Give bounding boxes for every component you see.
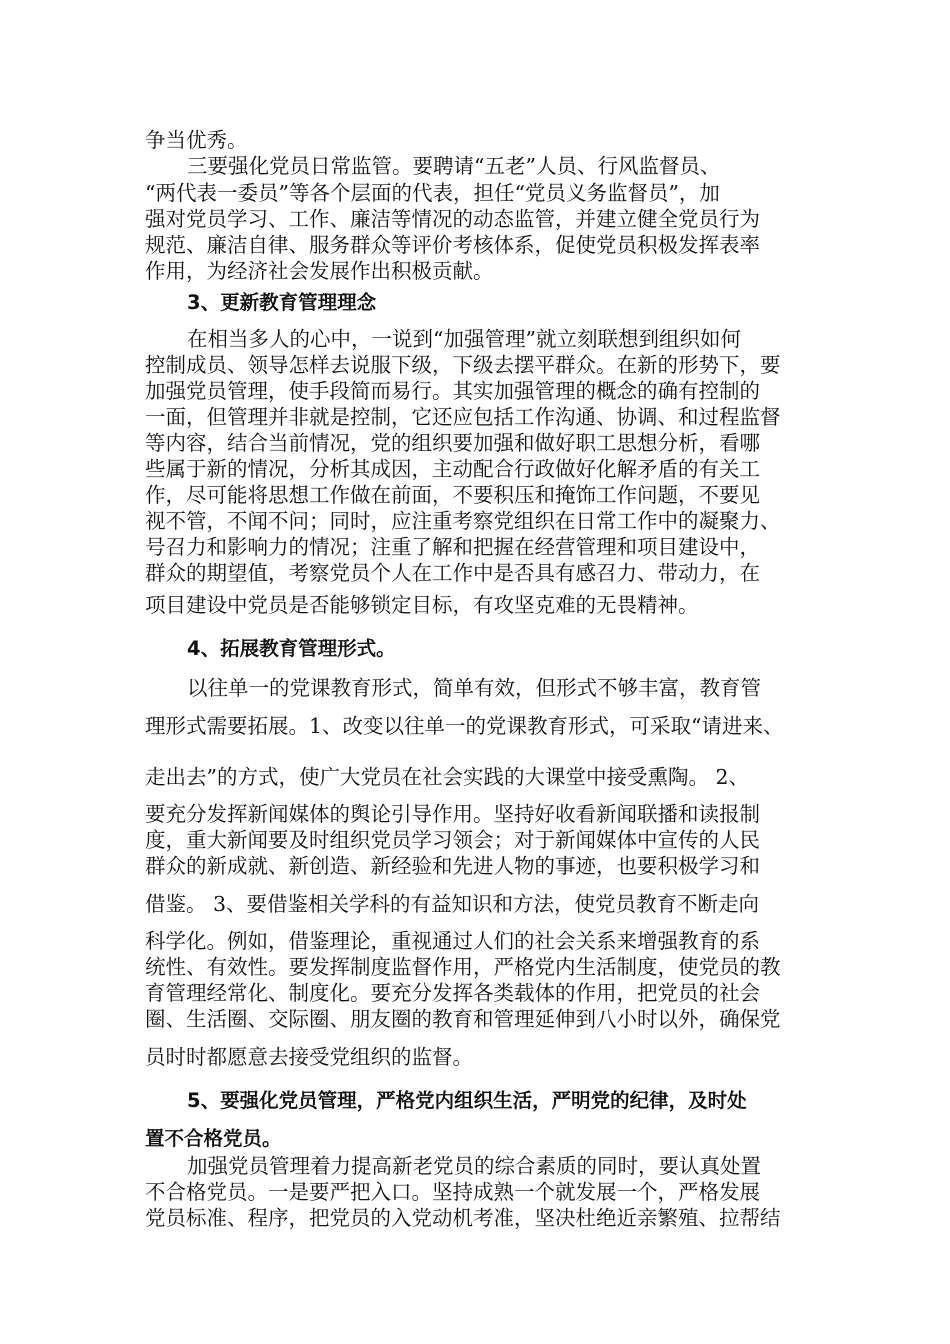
paragraph-start: 三要强化党员日常监管。要聘请“五老”人员、行风监督员、 bbox=[187, 154, 721, 178]
section-heading-5: 5、要强化党员管理，严格党内组织生活，严明党的纪律，及时处 bbox=[187, 1089, 747, 1112]
text-line: 走出去”的方式，使广大党员在社会实践的大课堂中接受熏陶。 2、 bbox=[145, 765, 750, 789]
text-line: 员时时都愿意去接受党组织的监督。 bbox=[145, 1045, 473, 1069]
section-heading-3: 3、更新教育管理理念 bbox=[187, 291, 377, 314]
text-line: 些属于新的情况，分析其成因，主动配合行政做好化解矛盾的有关工 bbox=[145, 457, 760, 481]
text-line: 要充分发挥新闻媒体的舆论引导作用。坚持好收看新闻联播和读报制 bbox=[145, 802, 760, 826]
text-line: 理形式需要拓展。1、改变以往单一的党课教育形式，可采取“请进来、 bbox=[145, 714, 784, 738]
text-line: 科学化。例如，借鉴理论，重视通过人们的社会关系来增强教育的系 bbox=[145, 929, 760, 953]
text-line: 借鉴。 3、要借鉴相关学科的有益知识和方法，使党员教育不断走向 bbox=[145, 892, 760, 916]
text-line: 规范、廉洁自律、服务群众等评价考核体系，促使党员积极发挥表率 bbox=[145, 233, 760, 257]
paragraph-start: 加强党员管理着力提高新老党员的综合素质的同时，要认真处置 bbox=[187, 1154, 761, 1178]
text-line: 育管理经常化、制度化。要充分发挥各类载体的作用，把党员的社会 bbox=[145, 981, 760, 1005]
text-line: 项目建设中党员是否能够锁定目标，有攻坚克难的无畏精神。 bbox=[145, 593, 699, 617]
text-line: 作，尽可能将思想工作做在前面，不要积压和掩饰工作问题，不要见 bbox=[145, 483, 760, 507]
text-line: 统性、有效性。要发挥制度监督作用，严格党内生活制度，使党员的教 bbox=[145, 955, 781, 979]
paragraph-start: 以往单一的党课教育形式，简单有效，但形式不够丰富，教育管 bbox=[187, 676, 761, 700]
text-line: 等内容，结合当前情况，党的组织要加强和做好职工思想分析，看哪 bbox=[145, 431, 760, 455]
text-line: 群众的期望值，考察党员个人在工作中是否具有感召力、带动力，在 bbox=[145, 561, 760, 585]
text-line: 一面，但管理并非就是控制，它还应包括工作沟通、协调、和过程监督 bbox=[145, 405, 781, 429]
section-heading-5-cont: 置不合格党员。 bbox=[145, 1127, 282, 1150]
text-line: 群众的新成就、新创造、新经验和先进人物的事迹，也要积极学习和 bbox=[145, 854, 760, 878]
text-line: 视不管，不闻不问；同时，应注重考察党组织在日常工作中的凝聚力、 bbox=[145, 509, 781, 533]
text-line: “两代表一委员”等各个层面的代表，担任“党员义务监督员”，加 bbox=[145, 181, 720, 205]
text-line: 强对党员学习、工作、廉洁等情况的动态监管，并建立健全党员行为 bbox=[145, 207, 760, 231]
text-line: 党员标准、程序，把党员的入党动机考准，坚决杜绝近亲繁殖、拉帮结 bbox=[145, 1206, 781, 1230]
text-line: 加强党员管理，使手段简而易行。其实加强管理的概念的确有控制的 bbox=[145, 379, 760, 403]
text-line: 号召力和影响力的情况；注重了解和把握在经营管理和项目建设中， bbox=[145, 535, 760, 559]
text-line: 圈、生活圈、交际圈、朋友圈的教育和管理延伸到八小时以外，确保党 bbox=[145, 1007, 781, 1031]
section-heading-4: 4、拓展教育管理形式。 bbox=[187, 637, 396, 660]
text-line: 不合格党员。一是要严把入口。坚持成熟一个就发展一个，严格发展 bbox=[145, 1180, 760, 1204]
text-line: 争当优秀。 bbox=[145, 128, 248, 152]
text-line: 控制成员、领导怎样去说服下级，下级去摆平群众。在新的形势下，要 bbox=[145, 353, 781, 377]
text-line: 作用，为经济社会发展作出积极贡献。 bbox=[145, 259, 494, 283]
text-line: 度，重大新闻要及时组织党员学习领会；对于新闻媒体中宣传的人民 bbox=[145, 828, 760, 852]
paragraph-start: 在相当多人的心中，一说到“加强管理”就立刻联想到组织如何 bbox=[187, 327, 741, 351]
